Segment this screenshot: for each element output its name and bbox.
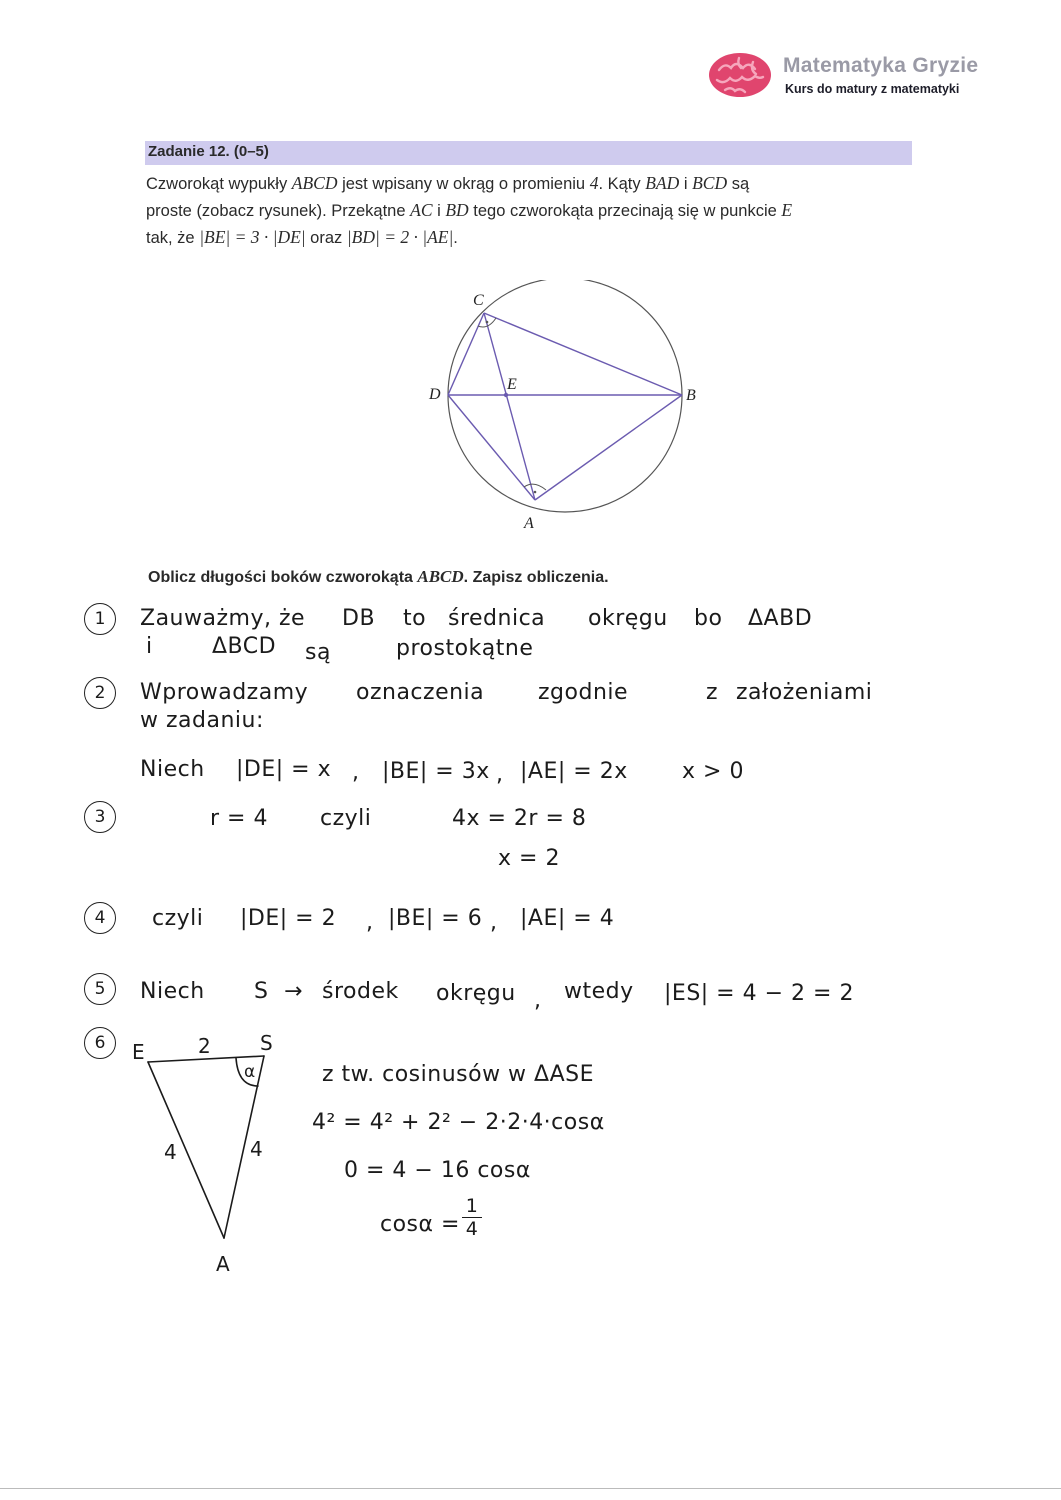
- math-run: ABCD: [417, 567, 464, 586]
- right-angle-mark-a: [524, 484, 546, 490]
- step-3-text-a: r = 4: [210, 806, 268, 831]
- triangle-length-sa: 4: [250, 1137, 263, 1161]
- let-text-e: ,: [496, 762, 504, 787]
- let-text-c: ,: [352, 760, 360, 785]
- text-run: tego czworokąta przecinają się w punkcie: [468, 202, 782, 220]
- step-3-marker: 3: [84, 801, 116, 833]
- step-4-text-d: |BE| = 6: [388, 906, 483, 931]
- fraction-one-quarter: [462, 1196, 482, 1239]
- triangle-length-es: 2: [198, 1034, 211, 1058]
- triangle-label-a: A: [216, 1252, 230, 1276]
- triangle-sketch: [120, 1040, 290, 1260]
- label-d: D: [429, 386, 441, 403]
- text-run: Czworokąt wypukły: [146, 175, 292, 193]
- math-run: BD: [445, 200, 469, 220]
- task-question: [148, 567, 609, 587]
- step-5-text-d: środek: [322, 979, 399, 1004]
- brand-header: [705, 48, 1005, 102]
- step-1-text-h: i: [146, 634, 153, 659]
- step-4-text-e: ,: [490, 910, 498, 935]
- step-5-text-e: okręgu: [436, 981, 516, 1006]
- text-run: są: [727, 175, 750, 193]
- triangle-label-s: S: [260, 1031, 273, 1055]
- step-5-text-h: |ES| = 4 − 2 = 2: [664, 981, 854, 1006]
- math-run: BCD: [692, 173, 728, 193]
- label-e: E: [507, 376, 517, 393]
- math-run: AC: [410, 200, 433, 220]
- step-3-text-d: x = 2: [498, 846, 560, 871]
- step-1-text-g: ΔABD: [748, 606, 813, 631]
- label-b: B: [686, 387, 696, 404]
- step-5-text-b: S: [254, 979, 269, 1004]
- step-1-marker: 1: [84, 603, 116, 635]
- step-4-text-c: ,: [366, 910, 374, 935]
- task-line-2: [146, 197, 906, 224]
- math-run: BAD: [645, 173, 680, 193]
- step-2-text-c: zgodnie: [538, 680, 629, 705]
- angle-dot-c: [486, 321, 489, 324]
- step-2-text-b: oznaczenia: [356, 680, 485, 705]
- step-1-text-b: DB: [342, 606, 376, 631]
- math-run: ABCD: [291, 173, 338, 193]
- step-3-text-c: 4x = 2r = 8: [452, 806, 587, 831]
- arrow-icon: →: [284, 979, 303, 1004]
- diagonal-ac: [484, 313, 535, 500]
- task-statement: [146, 170, 906, 251]
- text-run: jest wpisany w okrąg o promieniu: [337, 175, 590, 193]
- step-1-text-i: ΔBCD: [212, 634, 277, 659]
- step-6-line-3: 0 = 4 − 16 cosα: [344, 1158, 531, 1183]
- text-run: oraz: [305, 229, 347, 247]
- brand-name: Matematyka Gryzie: [783, 54, 979, 77]
- step-6-line-2: 4² = 4² + 2² − 2·2·4·cosα: [312, 1110, 605, 1135]
- step-4-text-a: czyli: [152, 906, 204, 931]
- let-text-d: |BE| = 3x: [382, 759, 490, 784]
- math-run: 4: [589, 173, 599, 193]
- text-run: .: [453, 229, 458, 247]
- fraction-denominator: 4: [465, 1218, 479, 1240]
- step-1-text-j: są: [305, 640, 331, 665]
- step-3-text-b: czyli: [320, 806, 372, 831]
- step-2-text-f: w zadaniu:: [140, 708, 264, 733]
- step-5-text-g: wtedy: [564, 979, 634, 1004]
- text-run: i: [679, 175, 693, 193]
- text-run: . Kąty: [598, 175, 646, 193]
- text-run: i: [432, 202, 446, 220]
- let-text-b: |DE| = x: [236, 757, 332, 782]
- step-6-marker: 6: [84, 1027, 116, 1059]
- step-2-text-d: z: [706, 680, 719, 705]
- triangle-angle-label: α: [244, 1062, 256, 1082]
- task-title: Zadanie 12. (0–5): [148, 143, 269, 160]
- step-1-text-c: to: [403, 606, 427, 631]
- step-6-line-4: cosα =: [380, 1212, 460, 1237]
- text-run: proste (zobacz rysunek). Przekątne: [146, 202, 411, 220]
- step-6-line-1: z tw. cosinusów w ΔASE: [322, 1062, 595, 1087]
- step-1-text-e: okręgu: [588, 606, 668, 631]
- text-run: Oblicz długości boków czworokąta: [148, 569, 418, 586]
- let-text-f: |AE| = 2x: [520, 759, 628, 784]
- text-run: tak, że: [146, 229, 200, 247]
- label-a: A: [524, 515, 534, 532]
- brain-icon: [705, 48, 775, 102]
- step-2-text-a: Wprowadzamy: [140, 680, 309, 705]
- triangle-label-e: E: [132, 1040, 145, 1064]
- math-run: |BD| = 2 · |AE|: [346, 227, 454, 247]
- step-5-marker: 5: [84, 973, 116, 1005]
- task-line-1: [146, 170, 906, 197]
- let-text-g: x > 0: [682, 759, 744, 784]
- step-1-text-d: średnica: [448, 606, 546, 631]
- page-bottom-edge: [0, 1488, 1061, 1489]
- side-ab: [535, 395, 682, 500]
- step-2-marker: 2: [84, 677, 116, 709]
- step-2-text-e: założeniami: [736, 680, 873, 705]
- angle-dot-a: [534, 491, 537, 494]
- math-run: E: [781, 200, 793, 220]
- brand-tagline: Kurs do matury z matematyki: [785, 82, 960, 96]
- step-5-text-f: ,: [534, 988, 542, 1013]
- geometry-figure: [420, 280, 720, 540]
- text-run: . Zapisz obliczenia.: [463, 569, 609, 586]
- triangle-length-ea: 4: [164, 1140, 177, 1164]
- step-4-text-b: |DE| = 2: [240, 906, 337, 931]
- fraction-numerator: 1: [465, 1195, 479, 1217]
- side-dc: [448, 313, 484, 395]
- step-1-text-k: prostokątne: [396, 636, 534, 661]
- triangle-side-ea: [148, 1062, 224, 1238]
- step-1-text-f: bo: [694, 606, 723, 631]
- let-text-a: Niech: [140, 757, 205, 782]
- label-c: C: [473, 292, 484, 309]
- step-1-text-a: Zauważmy, że: [140, 606, 306, 631]
- math-run: |BE| = 3 · |DE|: [199, 227, 306, 247]
- step-4-text-f: |AE| = 4: [520, 906, 615, 931]
- step-5-text-a: Niech: [140, 979, 205, 1004]
- step-4-marker: 4: [84, 902, 116, 934]
- task-line-3: [146, 224, 906, 251]
